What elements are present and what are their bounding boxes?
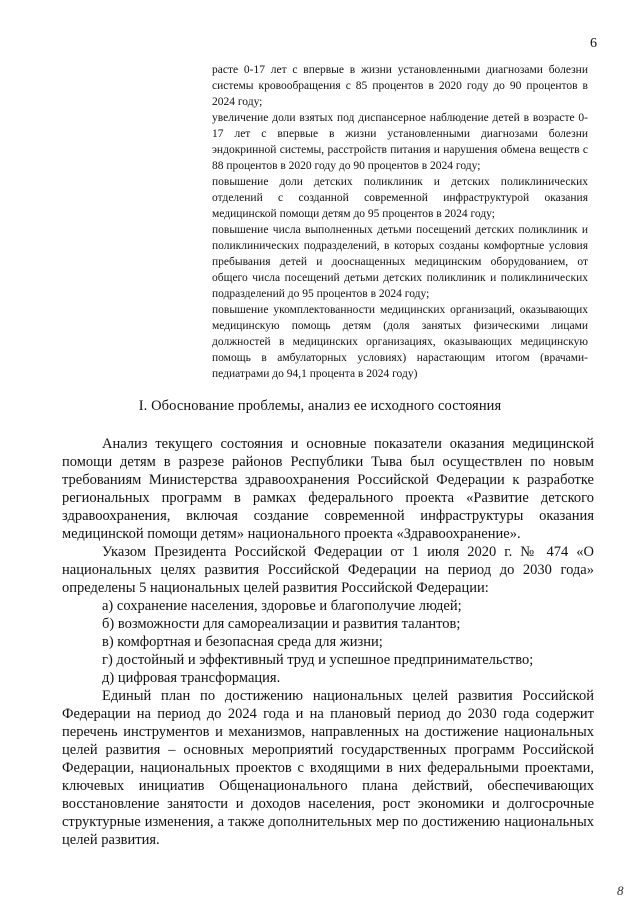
section-heading: I. Обоснование проблемы, анализ ее исходного состояния — [138, 398, 502, 414]
body-text — [62, 435, 594, 849]
list-item: в) комфортная и безопасная среда для жизни; — [102, 634, 383, 650]
list-item: д) цифровая трансформация. — [102, 670, 281, 686]
list-item: а) сохранение населения, здоровье и благополучие людей; — [102, 598, 462, 614]
body-paragraph: Единый план по достижению национальных целей развития Российской Федерации на период до 2024 года и на плановый период до 2030 года содержит перечень инструментов и механизмов, направленных на достижение национальных целей развития – основных мероприятий государственных программ Российской Федерации, национальных проектов с входящими в них федеральными проектами, ключевых инициатив Общенационального плана действий, обеспечивающих восстановление занятости и доходов населения, рост экономики и долгосрочные структурные изменения, а также дополнительных мер по достижению национальных целей развития. — [62, 688, 594, 848]
target-paragraph: повышение укомплектованности медицинских организаций, оказывающих медицинскую помощь детям (доля занятых физическими лицами должностей в медицинских организациях, оказывающих медицинскую помощь в амбулаторных условиях) нарастающим итогом (врачами-педиатрами до 94,1 процента в 2024 году) — [212, 304, 588, 380]
target-paragraph: повышение доли детских поликлиник и детских поликлинических отделений с созданной современной инфраструктурой оказания медицинской помощи детям до 95 процентов в 2024 году; — [212, 176, 588, 220]
list-item: г) достойный и эффективный труд и успешное предпринимательство; — [102, 652, 534, 668]
handwritten-page-mark: 8 — [617, 883, 624, 898]
target-paragraph: расте 0-17 лет с впервые в жизни установленными диагнозами болезни системы кровообращения с 85 процентов в 2020 году до 90 процентов в 2024 году; — [212, 64, 588, 108]
target-paragraph: увеличение доли взятых под диспансерное наблюдение детей в возрасте 0-17 лет с впервые в жизни установленными диагнозами болезни эндокринной системы, расстройств питания и нарушения обмена веществ с 88 процентов в 2020 году до 90 процентов в 2024 году; — [212, 112, 588, 172]
list-item: б) возможности для самореализации и развития талантов; — [102, 616, 461, 632]
page-number: 6 — [590, 36, 597, 51]
body-paragraph: Анализ текущего состояния и основные показатели оказания медицинской помощи детям в разрезе районов Республики Тыва был осуществлен по новым требованиям Министерства здравоохранения Российской Федерации к разработке региональных программ в рамках федерального проекта «Развитие детского здравоохранения, включая создание современной инфраструктуры оказания медицинской помощи детям» национального проекта «Здравоохранение». — [62, 436, 594, 542]
targets-block — [212, 62, 588, 382]
target-paragraph: повышение числа выполненных детьми посещений детских поликлиник и поликлинических подразделений, в которых созданы комфортные условия пребывания детей и дооснащенных медицинским оборудованием, от общего числа посещений детьми детских поликлиник и поликлинических подразделений до 95 процентов в 2024 году; — [212, 224, 588, 300]
body-paragraph: Указом Президента Российской Федерации от 1 июля 2020 г. № 474 «О национальных целях развития Российской Федерации на период до 2030 года» определены 5 национальных целей развития Российской Федерации: — [62, 544, 594, 596]
